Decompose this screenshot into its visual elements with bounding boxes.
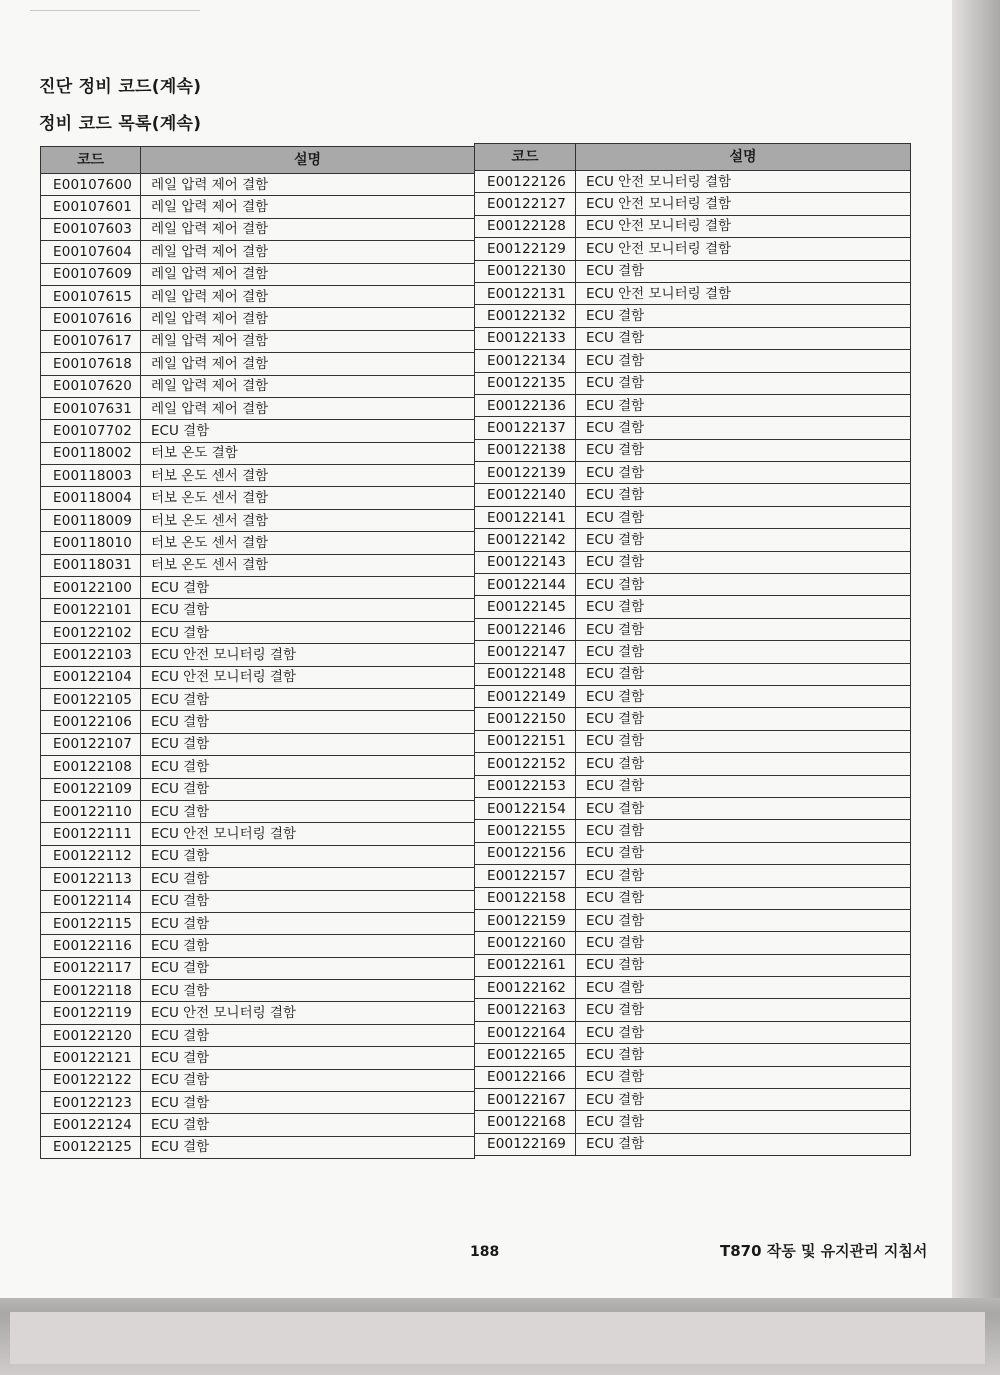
table-row: [475, 1111, 911, 1133]
description-cell: ECU 결함: [576, 1021, 911, 1043]
code-cell: E00122129: [475, 238, 576, 260]
manual-title: T870 작동 및 유지관리 지침서: [720, 1242, 928, 1260]
description-cell: ECU 안전 모니터링 결함: [576, 171, 911, 193]
table-row: [41, 353, 475, 375]
code-cell: E00107702: [41, 420, 141, 442]
code-cell: E00122154: [475, 797, 576, 819]
table-row: [475, 238, 911, 260]
code-cell: E00122164: [475, 1021, 576, 1043]
description-cell: ECU 결함: [576, 350, 911, 372]
description-cell: ECU 안전 모니터링 결함: [141, 666, 475, 688]
description-cell: ECU 결함: [576, 708, 911, 730]
description-cell: 터보 온도 결함: [141, 442, 475, 464]
column-header-description: 설명: [576, 144, 911, 171]
table-row: [475, 865, 911, 887]
description-cell: ECU 결함: [576, 842, 911, 864]
table-row: [41, 980, 475, 1002]
table-row: [475, 730, 911, 752]
code-cell: E00122141: [475, 506, 576, 528]
table-row: [41, 241, 475, 263]
table-row: [41, 375, 475, 397]
description-cell: ECU 결함: [141, 1092, 475, 1114]
table-row: [475, 327, 911, 349]
code-cell: E00122163: [475, 999, 576, 1021]
list-title: 정비 코드 목록(계속): [39, 114, 202, 134]
code-cell: E00122150: [475, 708, 576, 730]
table-row: [41, 868, 475, 890]
table-row: [475, 305, 911, 327]
code-cell: E00107603: [41, 218, 141, 240]
description-cell: ECU 결함: [576, 574, 911, 596]
table-row: [475, 1133, 911, 1155]
code-cell: E00107631: [41, 397, 141, 419]
description-cell: 터보 온도 센서 결함: [141, 509, 475, 531]
page-number: 188: [470, 1244, 500, 1260]
code-cell: E00122134: [475, 350, 576, 372]
table-row: [475, 596, 911, 618]
code-cell: E00122104: [41, 666, 141, 688]
table-row: [41, 532, 475, 554]
table-row: [41, 442, 475, 464]
code-cell: E00122142: [475, 529, 576, 551]
code-cell: E00122136: [475, 394, 576, 416]
code-cell: E00122130: [475, 260, 576, 282]
description-cell: ECU 안전 모니터링 결함: [141, 1002, 475, 1024]
maintenance-code-table-right: [474, 143, 911, 1156]
code-cell: E00122119: [41, 1002, 141, 1024]
table-row: [475, 574, 911, 596]
table-row: [475, 1021, 911, 1043]
description-cell: ECU 결함: [576, 977, 911, 999]
code-cell: E00122109: [41, 778, 141, 800]
code-cell: E00122169: [475, 1133, 576, 1155]
description-cell: ECU 결함: [576, 618, 911, 640]
description-cell: ECU 안전 모니터링 결함: [141, 644, 475, 666]
code-cell: E00122133: [475, 327, 576, 349]
table-row: [475, 954, 911, 976]
description-cell: ECU 결함: [576, 529, 911, 551]
description-cell: ECU 결함: [576, 596, 911, 618]
code-cell: E00122122: [41, 1069, 141, 1091]
table-row: [41, 397, 475, 419]
description-cell: 레일 압력 제어 결함: [141, 285, 475, 307]
description-cell: 터보 온도 센서 결함: [141, 487, 475, 509]
description-cell: ECU 결함: [576, 909, 911, 931]
table-row: [475, 909, 911, 931]
description-cell: 레일 압력 제어 결함: [141, 330, 475, 352]
code-cell: E00122155: [475, 820, 576, 842]
code-cell: E00122158: [475, 887, 576, 909]
table-row: [41, 912, 475, 934]
code-cell: E00122103: [41, 644, 141, 666]
code-cell: E00122143: [475, 551, 576, 573]
description-cell: ECU 안전 모니터링 결함: [576, 193, 911, 215]
description-cell: ECU 결함: [141, 845, 475, 867]
table-row: [41, 285, 475, 307]
table-row: [475, 215, 911, 237]
description-cell: ECU 결함: [576, 484, 911, 506]
table-row: [475, 842, 911, 864]
code-cell: E00122112: [41, 845, 141, 867]
table-row: [475, 484, 911, 506]
code-cell: E00122161: [475, 954, 576, 976]
description-cell: ECU 결함: [576, 797, 911, 819]
code-cell: E00122111: [41, 823, 141, 845]
code-cell: E00107604: [41, 241, 141, 263]
description-cell: ECU 결함: [576, 551, 911, 573]
description-cell: 터보 온도 센서 결함: [141, 532, 475, 554]
code-cell: E00122156: [475, 842, 576, 864]
description-cell: ECU 결함: [141, 621, 475, 643]
code-cell: E00122137: [475, 417, 576, 439]
description-cell: ECU 결함: [576, 1044, 911, 1066]
table-row: [41, 1092, 475, 1114]
description-cell: ECU 결함: [576, 327, 911, 349]
description-cell: ECU 안전 모니터링 결함: [576, 282, 911, 304]
code-cell: E00122148: [475, 663, 576, 685]
code-cell: E00122127: [475, 193, 576, 215]
code-cell: E00122140: [475, 484, 576, 506]
table-row: [475, 372, 911, 394]
table-row: [41, 778, 475, 800]
code-cell: E00122152: [475, 753, 576, 775]
code-cell: E00122118: [41, 980, 141, 1002]
description-cell: ECU 결함: [141, 868, 475, 890]
code-cell: E00122159: [475, 909, 576, 931]
table-row: [41, 1114, 475, 1136]
table-row: [41, 957, 475, 979]
description-cell: ECU 결함: [576, 462, 911, 484]
table-row: [475, 260, 911, 282]
description-cell: ECU 결함: [141, 800, 475, 822]
column-header-code: 코드: [475, 144, 576, 171]
description-cell: ECU 결함: [141, 957, 475, 979]
top-rule: [30, 10, 200, 11]
code-cell: E00118031: [41, 554, 141, 576]
description-cell: ECU 결함: [576, 439, 911, 461]
code-cell: E00107618: [41, 353, 141, 375]
description-cell: ECU 결함: [576, 1089, 911, 1111]
code-cell: E00122105: [41, 688, 141, 710]
code-cell: E00122115: [41, 912, 141, 934]
table-row: [41, 465, 475, 487]
table-row: [41, 1024, 475, 1046]
code-cell: E00118003: [41, 465, 141, 487]
table-row: [41, 1047, 475, 1069]
table-row: [41, 935, 475, 957]
table-row: [475, 193, 911, 215]
table-row: [41, 554, 475, 576]
table-row: [41, 711, 475, 733]
code-cell: E00118002: [41, 442, 141, 464]
description-cell: ECU 결함: [141, 912, 475, 934]
description-cell: ECU 결함: [141, 1069, 475, 1091]
code-cell: E00122144: [475, 574, 576, 596]
code-cell: E00122124: [41, 1114, 141, 1136]
code-cell: E00122100: [41, 577, 141, 599]
code-cell: E00122132: [475, 305, 576, 327]
code-cell: E00122114: [41, 890, 141, 912]
description-cell: ECU 결함: [576, 1111, 911, 1133]
table-row: [41, 487, 475, 509]
table-header-row: [475, 144, 911, 171]
table-row: [475, 775, 911, 797]
code-cell: E00122117: [41, 957, 141, 979]
code-cell: E00122168: [475, 1111, 576, 1133]
table-row: [475, 439, 911, 461]
code-cell: E00107600: [41, 174, 141, 196]
code-cell: E00118009: [41, 509, 141, 531]
description-cell: ECU 결함: [576, 685, 911, 707]
description-cell: ECU 결함: [576, 1066, 911, 1088]
description-cell: ECU 안전 모니터링 결함: [576, 238, 911, 260]
description-cell: 터보 온도 센서 결함: [141, 554, 475, 576]
description-cell: ECU 결함: [576, 641, 911, 663]
table-row: [41, 263, 475, 285]
code-cell: E00122151: [475, 730, 576, 752]
maintenance-code-table-left: [40, 146, 475, 1159]
table-row: [41, 1069, 475, 1091]
table-body-left: [41, 174, 475, 1159]
table-row: [475, 999, 911, 1021]
description-cell: ECU 결함: [576, 865, 911, 887]
table-row: [475, 663, 911, 685]
code-cell: E00122125: [41, 1136, 141, 1158]
table-row: [475, 797, 911, 819]
table-row: [41, 218, 475, 240]
table-row: [475, 820, 911, 842]
description-cell: ECU 결함: [141, 688, 475, 710]
description-cell: ECU 결함: [576, 887, 911, 909]
table-row: [475, 1066, 911, 1088]
description-cell: ECU 결함: [576, 730, 911, 752]
code-cell: E00107609: [41, 263, 141, 285]
table-row: [475, 887, 911, 909]
description-cell: ECU 결함: [141, 711, 475, 733]
code-cell: E00107616: [41, 308, 141, 330]
description-cell: ECU 결함: [141, 1047, 475, 1069]
description-cell: ECU 결함: [576, 372, 911, 394]
table-row: [475, 171, 911, 193]
table-row: [475, 1044, 911, 1066]
table-row: [41, 644, 475, 666]
code-cell: E00118010: [41, 532, 141, 554]
description-cell: ECU 결함: [141, 1136, 475, 1158]
description-cell: 레일 압력 제어 결함: [141, 375, 475, 397]
table-row: [475, 506, 911, 528]
table-row: [41, 174, 475, 196]
code-cell: E00122157: [475, 865, 576, 887]
table-body-right: [475, 171, 911, 1156]
table-row: [41, 688, 475, 710]
table-row: [475, 417, 911, 439]
code-cell: E00122135: [475, 372, 576, 394]
code-cell: E00122160: [475, 932, 576, 954]
table-row: [475, 753, 911, 775]
description-cell: ECU 안전 모니터링 결함: [141, 823, 475, 845]
code-cell: E00118004: [41, 487, 141, 509]
description-cell: ECU 결함: [576, 663, 911, 685]
table-row: [475, 394, 911, 416]
description-cell: ECU 결함: [141, 733, 475, 755]
description-cell: ECU 결함: [141, 420, 475, 442]
table-row: [41, 196, 475, 218]
code-cell: E00122102: [41, 621, 141, 643]
code-cell: E00107601: [41, 196, 141, 218]
code-cell: E00122145: [475, 596, 576, 618]
description-cell: ECU 결함: [576, 820, 911, 842]
code-cell: E00107615: [41, 285, 141, 307]
table-row: [41, 733, 475, 755]
table-row: [41, 800, 475, 822]
section-title: 진단 정비 코드(계속): [39, 77, 202, 97]
code-cell: E00122108: [41, 756, 141, 778]
description-cell: 레일 압력 제어 결함: [141, 263, 475, 285]
code-cell: E00122121: [41, 1047, 141, 1069]
table-row: [41, 666, 475, 688]
table-row: [475, 685, 911, 707]
description-cell: 레일 압력 제어 결함: [141, 174, 475, 196]
table-row: [475, 551, 911, 573]
description-cell: ECU 결함: [141, 1024, 475, 1046]
column-header-description: 설명: [141, 147, 475, 174]
table-row: [41, 1002, 475, 1024]
code-cell: E00107617: [41, 330, 141, 352]
description-cell: 레일 압력 제어 결함: [141, 397, 475, 419]
table-row: [41, 330, 475, 352]
code-cell: E00122106: [41, 711, 141, 733]
table-row: [475, 977, 911, 999]
description-cell: ECU 결함: [141, 935, 475, 957]
description-cell: 레일 압력 제어 결함: [141, 241, 475, 263]
description-cell: ECU 결함: [576, 417, 911, 439]
description-cell: ECU 결함: [576, 394, 911, 416]
table-row: [41, 308, 475, 330]
code-cell: E00122110: [41, 800, 141, 822]
code-cell: E00122146: [475, 618, 576, 640]
description-cell: ECU 결함: [141, 890, 475, 912]
code-cell: E00122166: [475, 1066, 576, 1088]
table-row: [41, 577, 475, 599]
column-header-code: 코드: [41, 147, 141, 174]
description-cell: ECU 결함: [576, 753, 911, 775]
code-cell: E00122101: [41, 599, 141, 621]
description-cell: ECU 결함: [141, 577, 475, 599]
table-row: [475, 282, 911, 304]
table-row: [475, 641, 911, 663]
description-cell: 레일 압력 제어 결함: [141, 218, 475, 240]
description-cell: ECU 결함: [576, 260, 911, 282]
code-cell: E00122128: [475, 215, 576, 237]
description-cell: ECU 결함: [576, 954, 911, 976]
code-cell: E00122113: [41, 868, 141, 890]
table-row: [41, 845, 475, 867]
description-cell: ECU 안전 모니터링 결함: [576, 215, 911, 237]
description-cell: ECU 결함: [576, 999, 911, 1021]
code-cell: E00122147: [475, 641, 576, 663]
table-row: [41, 599, 475, 621]
scan-bottom-band: [10, 1312, 985, 1364]
code-cell: E00122126: [475, 171, 576, 193]
code-cell: E00122116: [41, 935, 141, 957]
code-cell: E00122153: [475, 775, 576, 797]
table-row: [475, 932, 911, 954]
table-row: [41, 1136, 475, 1158]
table-row: [475, 708, 911, 730]
code-cell: E00122167: [475, 1089, 576, 1111]
code-cell: E00122138: [475, 439, 576, 461]
table-row: [41, 621, 475, 643]
table-header-row: [41, 147, 475, 174]
code-cell: E00122149: [475, 685, 576, 707]
code-cell: E00122162: [475, 977, 576, 999]
description-cell: ECU 결함: [576, 775, 911, 797]
table-row: [475, 529, 911, 551]
code-cell: E00122107: [41, 733, 141, 755]
code-cell: E00122120: [41, 1024, 141, 1046]
table-row: [41, 823, 475, 845]
description-cell: 레일 압력 제어 결함: [141, 196, 475, 218]
description-cell: ECU 결함: [141, 756, 475, 778]
description-cell: ECU 결함: [576, 1133, 911, 1155]
table-row: [41, 420, 475, 442]
description-cell: ECU 결함: [576, 305, 911, 327]
code-cell: E00122123: [41, 1092, 141, 1114]
description-cell: ECU 결함: [141, 980, 475, 1002]
table-row: [475, 350, 911, 372]
code-cell: E00122131: [475, 282, 576, 304]
table-row: [41, 890, 475, 912]
table-row: [475, 618, 911, 640]
description-cell: ECU 결함: [576, 932, 911, 954]
description-cell: ECU 결함: [576, 506, 911, 528]
description-cell: ECU 결함: [141, 778, 475, 800]
description-cell: 레일 압력 제어 결함: [141, 353, 475, 375]
page-edge-shadow: [952, 0, 1000, 1300]
table-row: [41, 756, 475, 778]
code-cell: E00122165: [475, 1044, 576, 1066]
table-row: [475, 1089, 911, 1111]
description-cell: ECU 결함: [141, 1114, 475, 1136]
code-cell: E00122139: [475, 462, 576, 484]
code-cell: E00107620: [41, 375, 141, 397]
table-row: [475, 462, 911, 484]
description-cell: 터보 온도 센서 결함: [141, 465, 475, 487]
table-row: [41, 509, 475, 531]
description-cell: 레일 압력 제어 결함: [141, 308, 475, 330]
description-cell: ECU 결함: [141, 599, 475, 621]
